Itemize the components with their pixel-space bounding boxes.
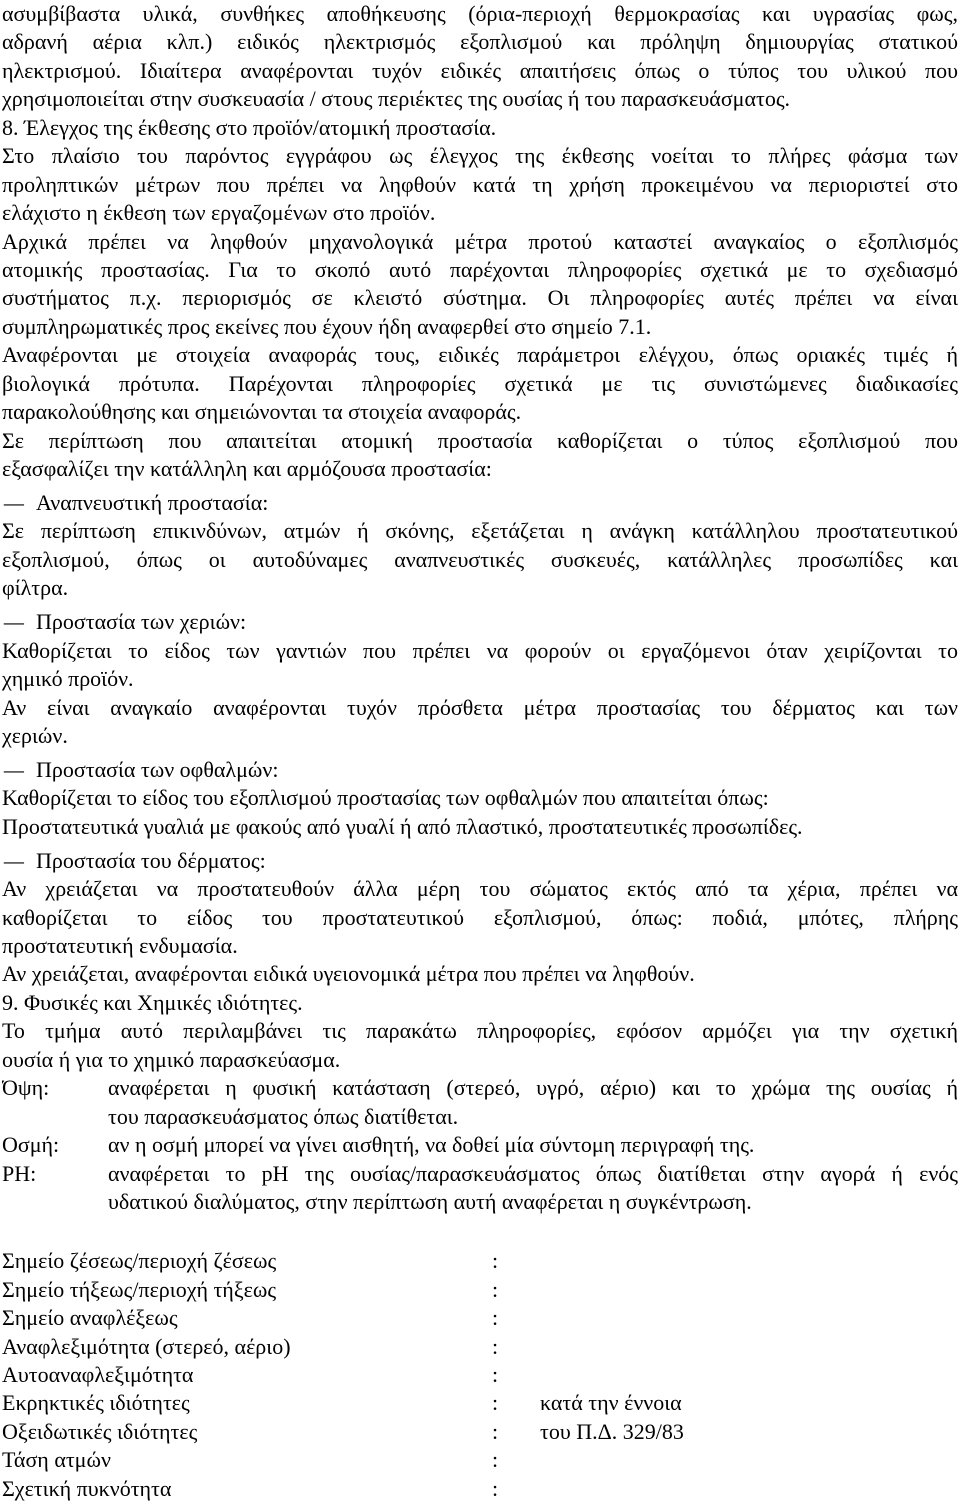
property-label: Αυτοαναφλεξιμότητα — [2, 1361, 194, 1387]
property-separator: : — [492, 1333, 499, 1359]
property-value — [540, 1247, 958, 1275]
property-separator: : — [492, 1447, 499, 1473]
text-line: καθορίζεται το είδος του προστατευτικού εξοπλισμού, όπως: ποδιά, μπότες, πλήρης — [2, 904, 958, 930]
property-row — [2, 1446, 958, 1474]
paragraph — [2, 142, 958, 227]
definition-term: Όψη: — [2, 1075, 50, 1101]
property-label: Τάση ατμών — [2, 1447, 111, 1473]
text-line: αναφέρεται η φυσική κατάσταση (στερεό, υγρό, αέριο) και το χρώμα της ουσίας ή — [108, 1075, 958, 1101]
paragraph — [2, 0, 958, 114]
text-line: Καθορίζεται το είδος των γαντιών που πρέπει να φορούν οι εργαζόμενοι όταν χειρίζονται το — [2, 637, 958, 663]
property-value — [540, 1333, 958, 1361]
dash-marker — [2, 756, 36, 784]
property-label: Σημείο τήξεως/περιοχή τήξεως — [2, 1276, 277, 1302]
dash-marker — [2, 489, 36, 517]
paragraph — [2, 341, 958, 426]
property-separator: : — [492, 1361, 499, 1387]
ppe-item-eyes — [2, 756, 958, 841]
definition-ph — [2, 1160, 958, 1217]
text-line: ασυμβίβαστα υλικά, συνθήκες αποθήκευσης (όρια-περιοχή θερμοκρασίας και υγρασίας φως, — [2, 1, 958, 26]
property-separator: : — [492, 1390, 499, 1416]
paragraph — [2, 694, 958, 751]
property-row — [2, 1304, 958, 1332]
dash-glyph: – — [4, 609, 24, 635]
property-value — [540, 1276, 958, 1304]
ppe-item-header — [2, 847, 958, 875]
property-row — [2, 1389, 958, 1417]
text-line: εξασφαλίζει την κατάλληλη και αρμόζουσα προστασία: — [2, 456, 492, 481]
text-line: αναφέρεται το pH της ουσίας/παρασκευάσματος όπως διατίθεται στην αγορά ή ενός — [108, 1160, 958, 1186]
text-line: προστατευτική ενδυμασία. — [2, 933, 238, 958]
paragraph — [2, 1017, 958, 1074]
text-line: Αν χρειάζεται, αναφέρονται ειδικά υγειονομικά μέτρα που πρέπει να ληφθούν. — [2, 961, 695, 987]
ppe-item-header — [2, 756, 958, 784]
text-line: Αν χρειάζεται να προστατευθούν άλλα μέρη του σώματος εκτός από τα χέρια, πρέπει να — [2, 876, 958, 902]
section-heading: 9. Φυσικές και Χημικές ιδιότητες. — [2, 989, 303, 1015]
property-separator: : — [492, 1475, 499, 1501]
text-line: χρησιμοποιείται στην συσκευασία / στους περιέκτες της ουσίας ή του παρασκευάσματος. — [2, 86, 791, 112]
property-row — [2, 1276, 958, 1304]
ppe-item-title: Προστασία των οφθαλμών: — [36, 756, 279, 782]
property-row — [2, 1418, 958, 1446]
property-value — [540, 1304, 958, 1332]
property-label: Σημείο ζέσεως/περιοχή ζέσεως — [2, 1248, 277, 1274]
property-value — [540, 1361, 958, 1389]
text-line: συμπληρωματικές προς εκείνες που έχουν ήδη αναφερθεί στο σημείο 7.1. — [2, 313, 652, 339]
properties-table — [2, 1247, 958, 1503]
paragraph — [2, 517, 958, 602]
definition-appearance — [2, 1074, 958, 1131]
definition-term: Οσμή: — [2, 1132, 60, 1158]
paragraph — [2, 875, 958, 960]
text-line: Καθορίζεται το είδος του εξοπλισμού προστασίας των οφθαλμών που απαιτείται όπως: — [2, 785, 769, 811]
ppe-item-respiratory — [2, 489, 958, 603]
dash-glyph: – — [4, 847, 24, 873]
text-line: Σε περίπτωση που απαιτείται ατομική προστασία καθορίζεται ο τύπος εξοπλισμού που — [2, 427, 958, 453]
definition-term: PH: — [2, 1160, 37, 1186]
text-line: προληπτικών μέτρων που πρέπει να ληφθούν κατά τη χρήση προκειμένου να περιοριστεί στο — [2, 171, 958, 197]
property-row — [2, 1361, 958, 1389]
property-separator: : — [492, 1276, 499, 1302]
property-separator: : — [492, 1418, 499, 1444]
text-line: ηλεκτρισμού. Ιδιαίτερα αναφέρονται τυχόν ειδικές απαιτήσεις όπως ο τύπος του υλικού που — [2, 57, 958, 83]
ppe-item-header — [2, 608, 958, 636]
paragraph — [2, 637, 958, 694]
property-row — [2, 1333, 958, 1361]
dash-glyph: – — [4, 756, 24, 782]
ppe-item-title: Προστασία του δέρματος: — [36, 847, 266, 873]
text-line: Στο πλαίσιο του παρόντος εγγράφου ως έλεγχος της έκθεσης νοείται το πλήρες φάσμα των — [2, 143, 958, 169]
property-value — [540, 1446, 958, 1474]
dash-marker — [2, 847, 36, 875]
definition-odour — [2, 1131, 958, 1159]
property-label: Αναφλεξιμότητα (στερεό, αέριο) — [2, 1333, 291, 1359]
text-line: βιολογικά πρότυπα. Παρέχονται πληροφορίες σχετικά με τις συνιστώμενες διαδικασίες — [2, 370, 958, 396]
ppe-item-skin — [2, 847, 958, 989]
paragraph — [2, 228, 958, 342]
property-value — [540, 1475, 958, 1503]
text-line: συστήματος π.χ. περιορισμός σε κλειστό σύστημα. Οι πληροφορίες αυτές πρέπει να είναι — [2, 285, 958, 311]
text-line: Προστατευτικά γυαλιά με φακούς από γυαλί ή από πλαστικό, προστατευτικές προσωπίδες. — [2, 813, 803, 839]
text-line: ουσία ή για το χημικό παρασκεύασμα. — [2, 1046, 341, 1072]
property-label: Σχετική πυκνότητα — [2, 1475, 172, 1501]
definition-text — [108, 1131, 958, 1159]
section-heading: 8. Έλεγχος της έκθεσης στο προϊόν/ατομική προστασία. — [2, 114, 497, 140]
text-line: αν η οσμή μπορεί να γίνει αισθητή, να δοθεί μία σύντομη περιγραφή της. — [108, 1132, 755, 1158]
property-separator: : — [492, 1305, 499, 1331]
text-line: χεριών. — [2, 722, 68, 748]
text-line: αδρανή αέρια κλπ.) ειδικός ηλεκτρισμός εξοπλισμού και πρόληψη δημιουργίας στατικού — [2, 29, 958, 55]
definition-text — [108, 1160, 958, 1217]
definition-text — [108, 1074, 958, 1131]
text-line: Σε περίπτωση επικινδύνων, ατμών ή σκόνης, εξετάζεται η ανάγκη κατάλληλου προστατευτικού — [2, 518, 958, 544]
ppe-item-title: Προστασία των χεριών: — [36, 609, 247, 635]
text-line: υδατικού διαλύματος, στην περίπτωση αυτή αναφέρεται η συγκέντρωση. — [108, 1188, 752, 1214]
text-line: ελάχιστο η έκθεση των εργαζομένων στο προϊόν. — [2, 200, 436, 226]
ppe-item-title: Αναπνευστική προστασία: — [36, 489, 269, 515]
property-label: Εκρηκτικές ιδιότητες — [2, 1390, 190, 1416]
property-label: Σημείο αναφλέξεως — [2, 1305, 178, 1331]
property-value: κατά την έννοια — [540, 1390, 682, 1416]
paragraph — [2, 427, 958, 484]
dash-glyph: – — [4, 489, 24, 515]
paragraph — [2, 784, 958, 812]
text-line: ατομικής προστασίας. Για το σκοπό αυτό παρέχονται πληροφορίες σχετικά με το σχεδιασμό — [2, 256, 958, 282]
property-separator: : — [492, 1248, 499, 1274]
text-line: χημικό προϊόν. — [2, 666, 134, 692]
text-line: Αναφέρονται με στοιχεία αναφοράς τους, ειδικές παράμετροι ελέγχου, όπως οριακές τιμές ή — [2, 342, 958, 368]
paragraph — [2, 960, 958, 988]
paragraph — [2, 813, 958, 841]
dash-marker — [2, 608, 36, 636]
ppe-item-hands — [2, 608, 958, 750]
text-line: εξοπλισμού, όπως οι αυτοδύναμες αναπνευστικές συσκευές, κατάλληλες προσωπίδες και — [2, 546, 958, 572]
property-row — [2, 1247, 958, 1275]
text-line: παρακολούθησης και σημειώνονται τα στοιχεία αναφοράς. — [2, 399, 522, 425]
property-row — [2, 1475, 958, 1503]
text-line: του παρασκευάσματος όπως διατίθεται. — [108, 1103, 459, 1129]
property-value: του Π.Δ. 329/83 — [540, 1418, 684, 1444]
property-label: Οξειδωτικές ιδιότητες — [2, 1418, 198, 1444]
text-line: Αν είναι αναγκαίο αναφέρονται τυχόν πρόσθετα μέτρα προστασίας του δέρματος και των — [2, 694, 958, 720]
text-line: Αρχικά πρέπει να ληφθούν μηχανολογικά μέτρα προτού καταστεί αναγκαίος ο εξοπλισμός — [2, 228, 958, 254]
text-line: Το τμήμα αυτό περιλαμβάνει τις παρακάτω πληροφορίες, εφόσον αρμόζει για την σχετική — [2, 1018, 958, 1044]
ppe-item-header — [2, 489, 958, 517]
text-line: φίλτρα. — [2, 575, 69, 601]
